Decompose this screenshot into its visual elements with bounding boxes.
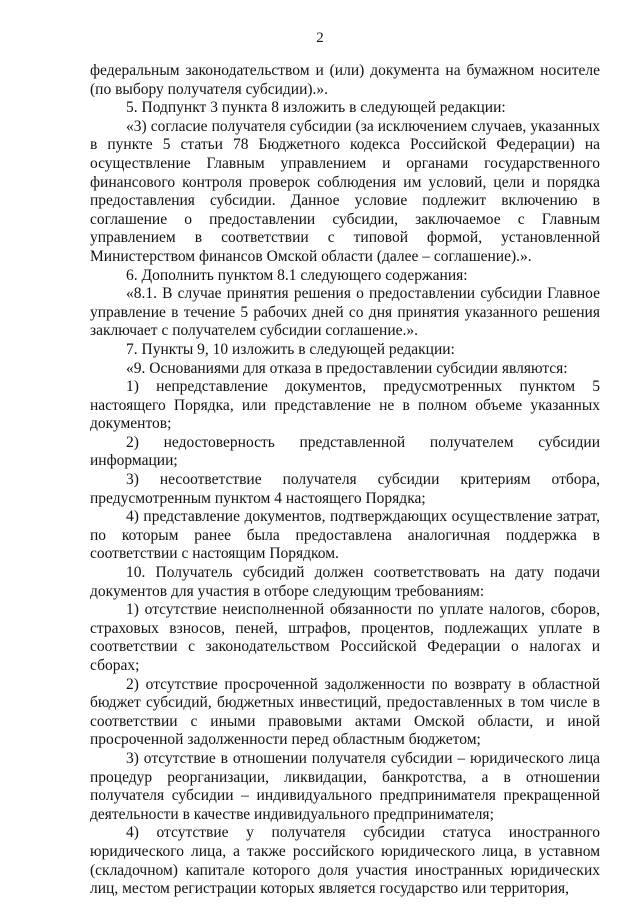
paragraph: 10. Получатель субсидий должен соответствовать на дату подачи документов для участия в отборе следующим требованиям: xyxy=(90,564,600,600)
paragraph: 1) отсутствие неисполненной обязанности по уплате налогов, сборов, страховых взносов, пеней, штрафов, процентов, подлежащих уплате в соответствии с законодательством Российской Федерации о налогах и сборах; xyxy=(90,601,600,674)
paragraph: федеральным законодательством и (или) документа на бумажном носителе (по выбору получателя субсидии).». xyxy=(90,62,600,98)
paragraph: «9. Основаниями для отказа в предоставлении субсидии являются: xyxy=(126,359,568,377)
paragraph: 5. Подпункт 3 пункта 8 изложить в следующей редакции: xyxy=(126,99,506,117)
paragraph: 1) непредставление документов, предусмотренных пунктом 5 настоящего Порядка, или представление не в полном объеме указанных документов; xyxy=(90,378,600,433)
paragraph: 4) отсутствие у получателя субсидии статуса иностранного юридического лица, а также российского юридического лица, в уставном (складочном) капитале которого доля участия иностранных юридических лиц, местом регистрации которых является государство или территория, xyxy=(90,824,600,898)
paragraph: 2) недостоверность представленной получателем субсидии информации; xyxy=(90,433,600,470)
paragraph: «8.1. В случае принятия решения о предоставлении субсидии Главное управление в течение 5 рабочих дней со дня принятия указанного решения заключает с получателем субсидии соглашение.». xyxy=(90,285,600,340)
paragraph: 7. Пункты 9, 10 изложить в следующей редакции: xyxy=(126,340,455,358)
paragraph: 2) отсутствие просроченной задолженности по возврату в областной бюджет субсидий, бюджетных инвестиций, предоставленных в том числе в соответствии с иными правовыми актами Омской области, и иной просроченной задолженности перед областным бюджетом; xyxy=(90,675,600,749)
paragraph: 4) представление документов, подтверждающих осуществление затрат, по которым ранее была предоставлена аналогичная поддержка в соответствии с настоящим Порядком. xyxy=(90,508,600,563)
page-number: 2 xyxy=(316,30,324,46)
paragraph: «3) согласие получателя субсидии (за исключением случаев, указанных в пункте 5 статьи 78 Бюджетного кодекса Российской Федерации) на осуществление Главным управлением и органами государственного финансового контроля проверок соблюдения им условий, цели и порядка предоставления субсидии. Данное условие подлежит включению в соглашение о предоставлении субсидии, заключаемое с Главным управлением в соответствии с типовой формой, установленной Министерством финансов Омской области (далее – соглашение).». xyxy=(90,117,600,265)
document-body xyxy=(90,62,600,899)
paragraph: 3) отсутствие в отношении получателя субсидии – юридического лица процедур реорганизации, ликвидации, банкротства, а в отношении получателя субсидии – индивидуального предпринимателя прекращенной деятельности в качестве индивидуального предпринимателя; xyxy=(90,749,600,823)
paragraph: 6. Дополнить пунктом 8.1 следующего содержания: xyxy=(126,266,468,284)
paragraph: 3) несоответствие получателя субсидии критериям отбора, предусмотренным пунктом 4 настоящего Порядка; xyxy=(90,471,600,507)
